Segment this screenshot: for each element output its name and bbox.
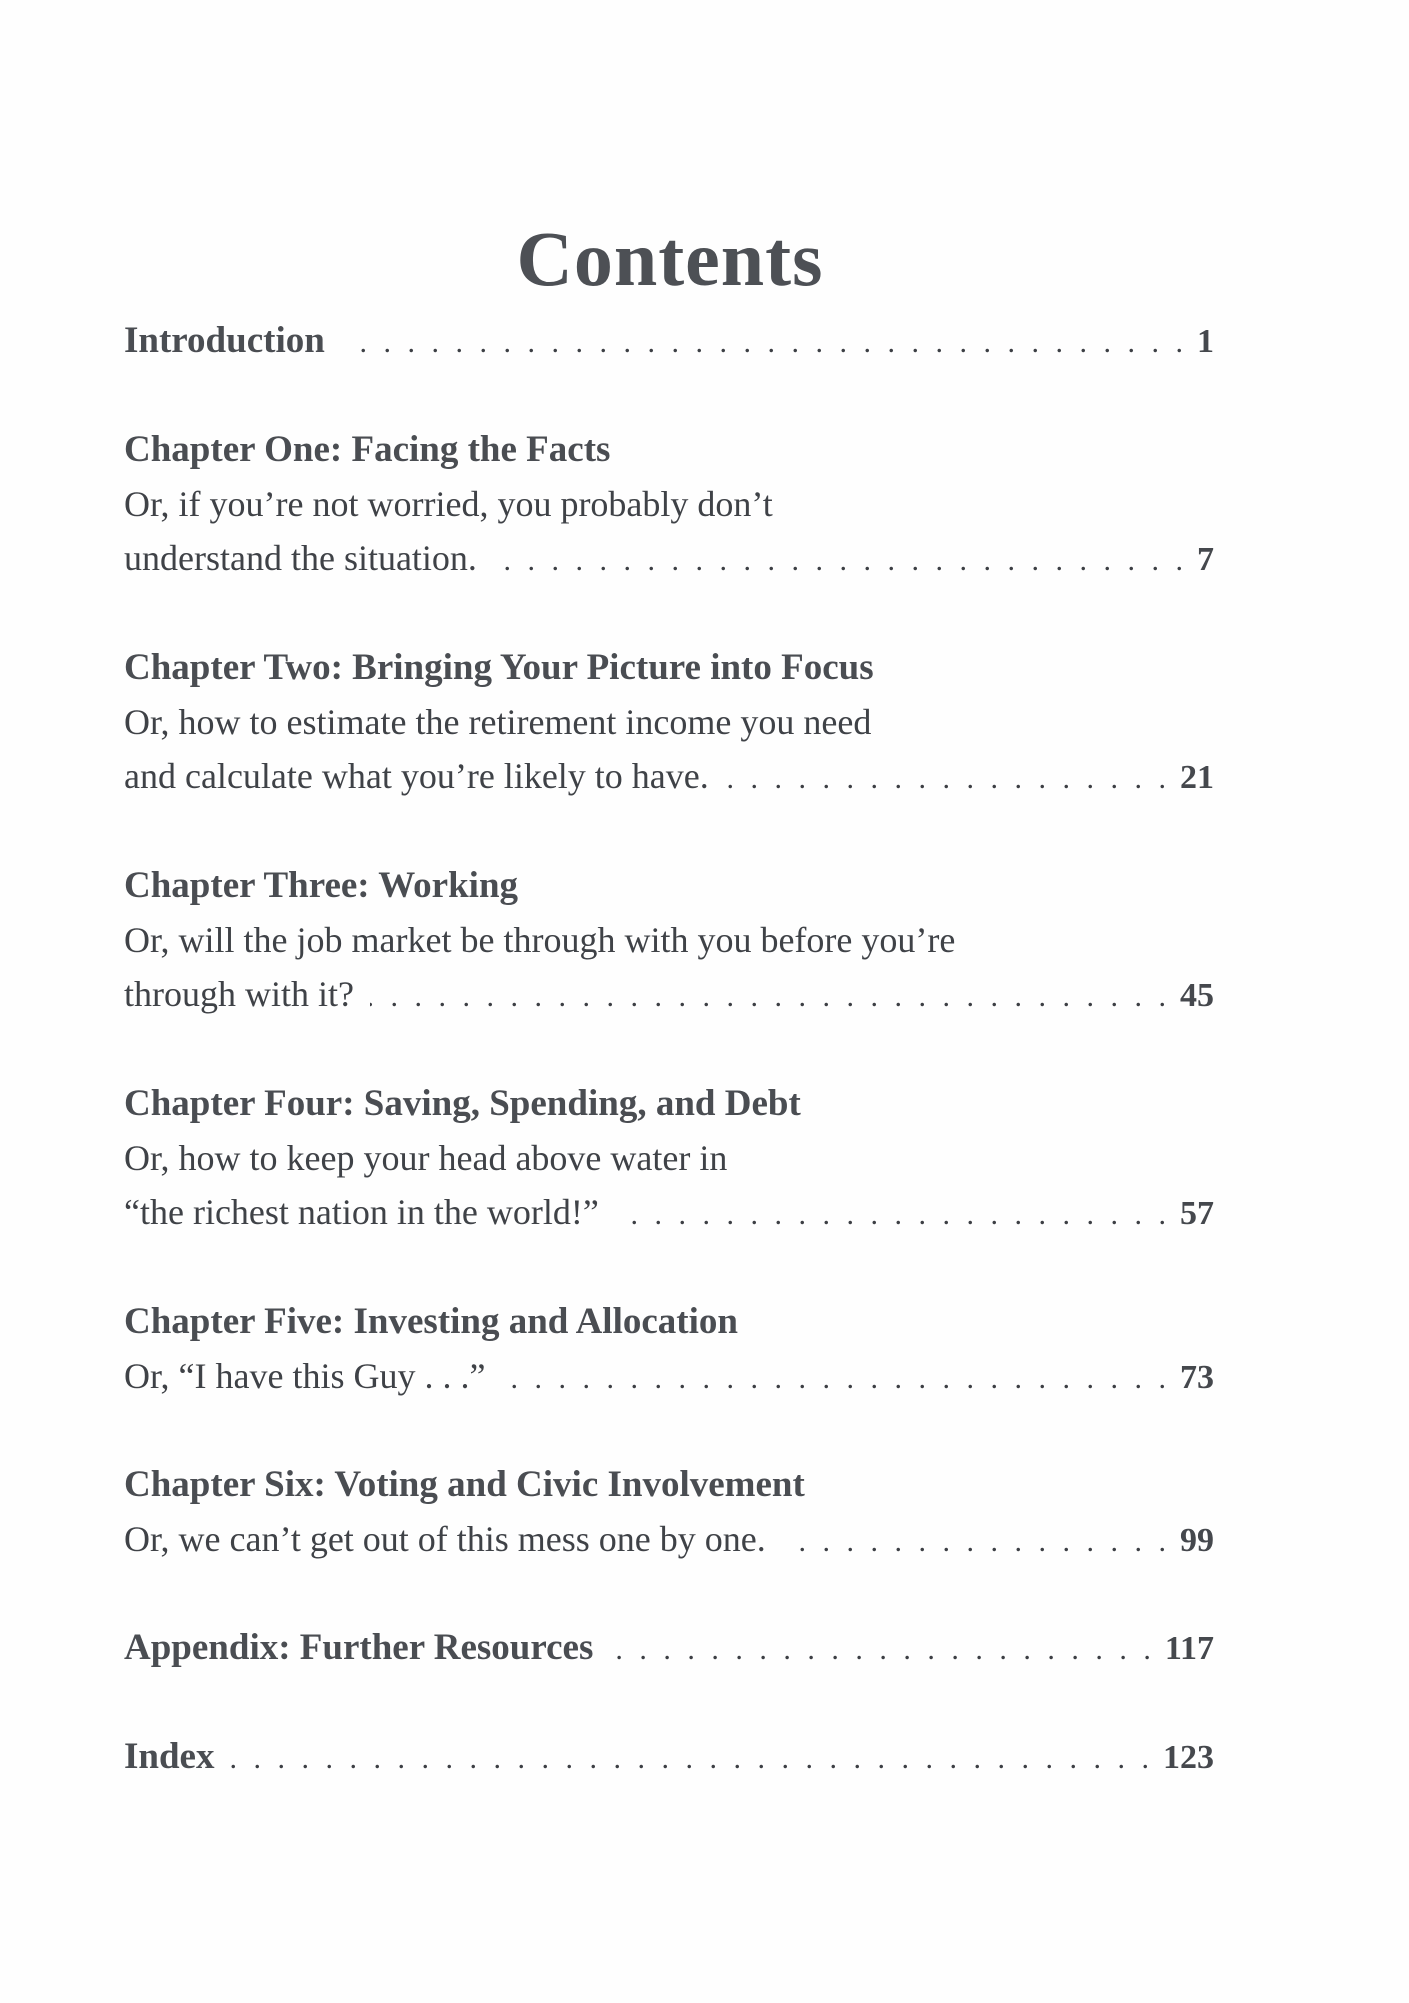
toc-page-number: 21 <box>1180 759 1214 796</box>
toc-entry-subtitle: Or, if you’re not worried, you probably don’t <box>124 484 773 524</box>
toc-entry-subtitle: “the richest nation in the world!” <box>124 1192 599 1232</box>
toc-page-number: 117 <box>1164 1630 1214 1667</box>
toc-entry-subtitle: through with it? <box>124 974 354 1014</box>
toc-entry-appendix[interactable] <box>124 1621 1214 1675</box>
dot-leader <box>341 316 1183 370</box>
toc-page-number: 45 <box>1180 977 1214 1014</box>
toc-entry-chapter-one[interactable] <box>124 423 1214 585</box>
dot-leader <box>782 1515 1166 1569</box>
toc-entry-index[interactable] <box>124 1730 1214 1784</box>
toc-entry-chapter-two[interactable] <box>124 641 1214 803</box>
toc-entry-chapter-four[interactable] <box>124 1077 1214 1239</box>
toc-entry-subtitle: Or, how to keep your head above water in <box>124 1138 728 1178</box>
toc-entry-introduction[interactable] <box>124 314 1214 368</box>
toc-entry-subtitle: Or, we can’t get out of this mess one by one. <box>124 1519 766 1559</box>
toc-entry-heading: Appendix: Further Resources <box>124 1627 594 1668</box>
page-title: Contents <box>516 215 824 303</box>
dot-leader <box>615 1188 1166 1242</box>
toc-entry-chapter-six[interactable] <box>124 1458 1214 1566</box>
toc-entry-heading: Chapter Six: Voting and Civic Involvement <box>124 1464 805 1505</box>
toc-entry-subtitle: understand the situation. <box>124 538 477 578</box>
toc-entry-heading: Introduction <box>124 320 325 361</box>
toc-page-number: 7 <box>1197 541 1214 578</box>
toc-page-number: 57 <box>1180 1195 1214 1232</box>
toc-entry-heading: Chapter Four: Saving, Spending, and Debt <box>124 1083 801 1124</box>
toc-page-number: 73 <box>1180 1359 1214 1396</box>
toc-entry-subtitle: and calculate what you’re likely to have. <box>124 756 709 796</box>
toc-entry-subtitle: Or, how to estimate the retirement income you need <box>124 702 872 742</box>
toc-entry-heading: Chapter Three: Working <box>124 865 519 906</box>
dot-leader <box>501 1352 1166 1406</box>
toc-entry-heading: Chapter Two: Bringing Your Picture into Focus <box>124 647 874 688</box>
toc-entry-heading: Chapter Five: Investing and Allocation <box>124 1301 738 1342</box>
dot-leader <box>725 752 1166 806</box>
dot-leader <box>230 1732 1149 1786</box>
dot-leader <box>370 970 1166 1024</box>
toc-entry-chapter-three[interactable] <box>124 859 1214 1021</box>
dot-leader <box>609 1623 1151 1677</box>
toc-entry-subtitle: Or, will the job market be through with you before you’re <box>124 920 956 960</box>
toc-page-number: 123 <box>1163 1739 1214 1776</box>
toc-page-number: 1 <box>1197 323 1214 360</box>
toc-page-number: 99 <box>1180 1522 1214 1559</box>
toc-entry-subtitle: Or, “I have this Guy . . .” <box>124 1356 486 1396</box>
toc-entry-heading: Chapter One: Facing the Facts <box>124 429 611 470</box>
toc-entry-heading: Index <box>124 1736 215 1777</box>
toc-entry-chapter-five[interactable] <box>124 1295 1214 1403</box>
dot-leader <box>493 534 1183 588</box>
